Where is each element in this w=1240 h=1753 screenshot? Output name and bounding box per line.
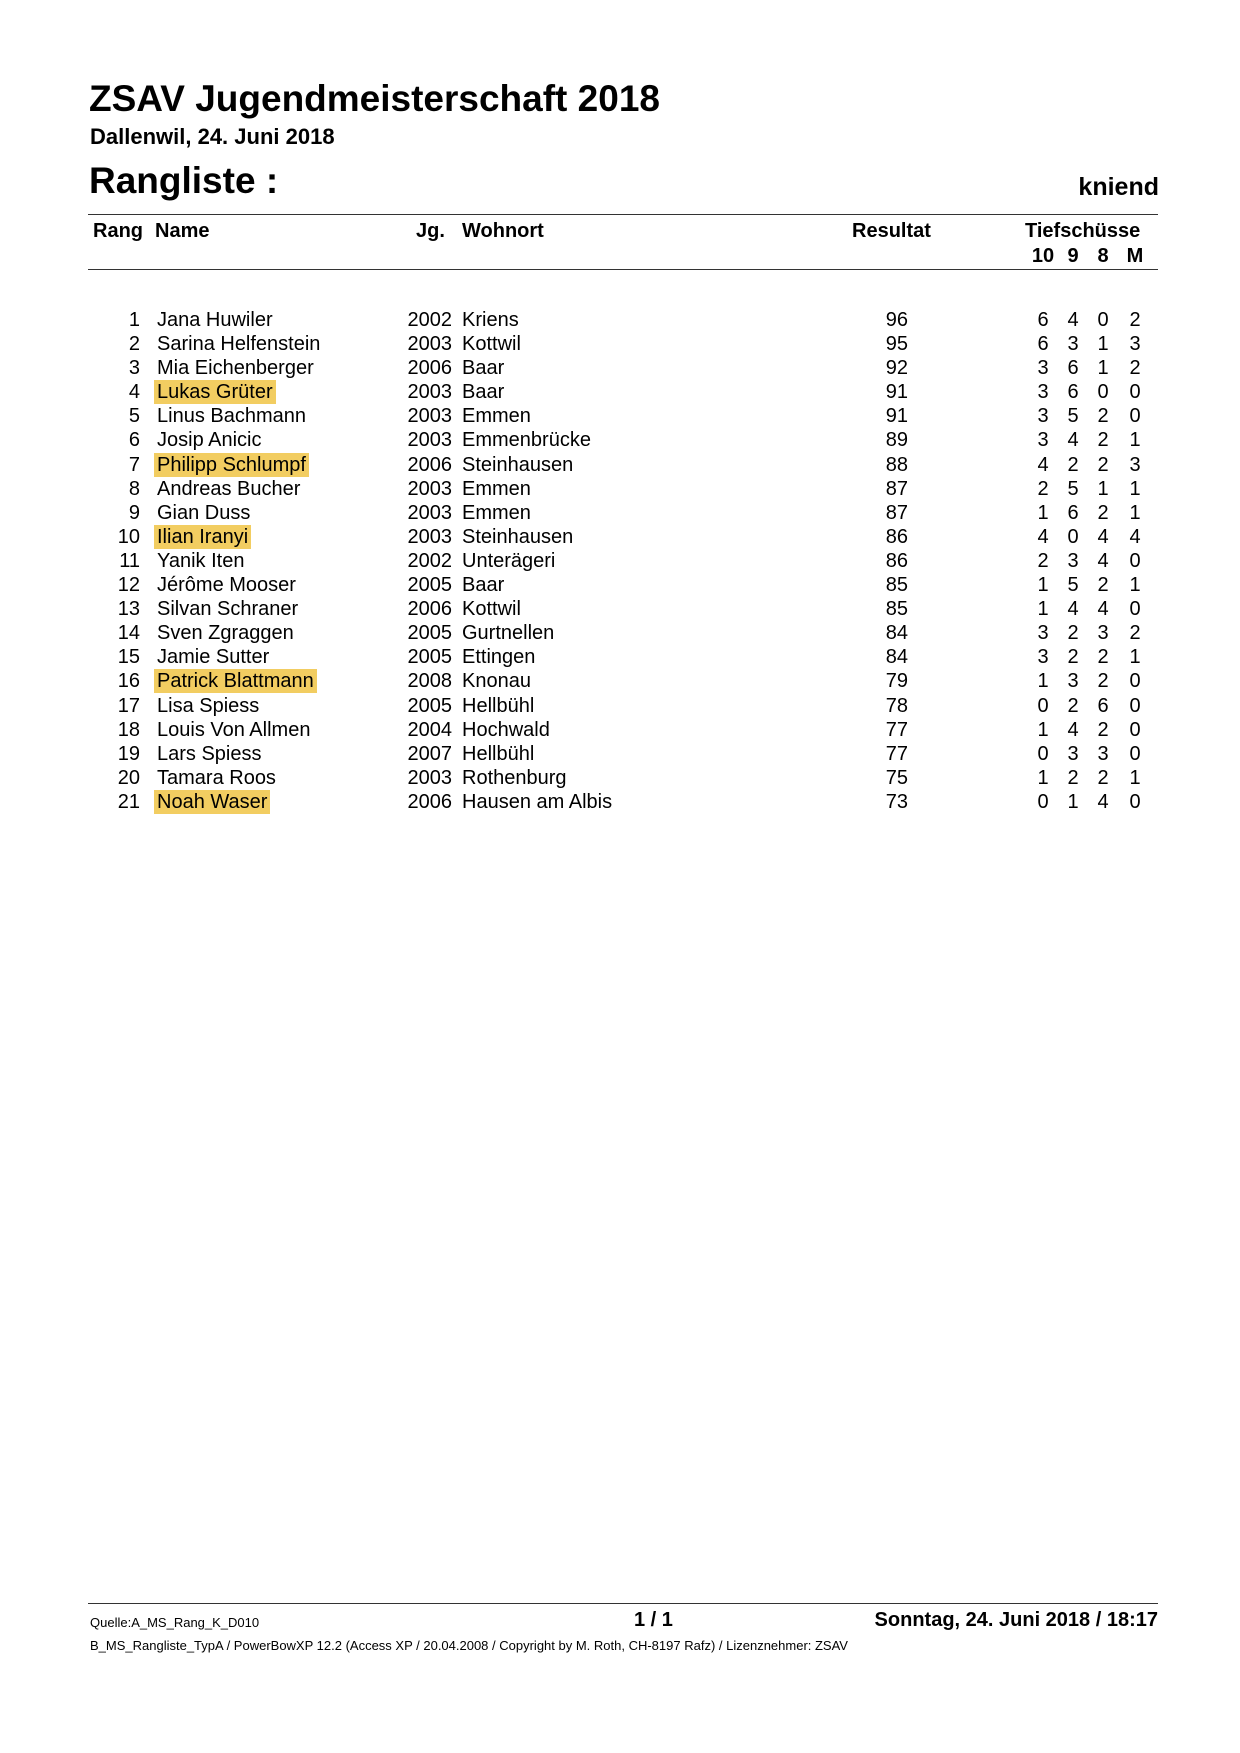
cell-jg: 2003	[407, 333, 452, 356]
table-row	[0, 718, 1240, 742]
cell-tief-9: 3	[1067, 670, 1079, 693]
cell-tief-9: 2	[1067, 622, 1079, 645]
table-row	[0, 669, 1240, 693]
cell-resultat: 89	[885, 429, 908, 452]
column-header-jg: Jg.	[416, 220, 445, 242]
table-row	[0, 525, 1240, 549]
cell-resultat: 84	[885, 622, 908, 645]
cell-rang: 9	[128, 501, 140, 524]
cell-jg: 2006	[407, 453, 452, 476]
cell-tief-m: 2	[1129, 622, 1141, 645]
cell-wohnort: Gurtnellen	[462, 622, 555, 645]
cell-tief-9: 2	[1067, 646, 1079, 669]
cell-resultat: 84	[885, 646, 908, 669]
cell-wohnort: Unterägeri	[462, 549, 556, 572]
cell-jg: 2005	[407, 622, 452, 645]
cell-tief-9: 0	[1067, 525, 1079, 548]
cell-resultat: 79	[885, 670, 908, 693]
table-row	[0, 453, 1240, 477]
cell-tief-9: 5	[1067, 477, 1079, 500]
cell-rang: 2	[128, 333, 140, 356]
cell-name: Jana Huwiler	[157, 309, 273, 331]
cell-wohnort: Emmen	[462, 405, 531, 428]
cell-tief-10: 0	[1037, 790, 1049, 813]
cell-tief-9: 4	[1067, 309, 1079, 331]
cell-tief-10: 6	[1037, 309, 1049, 331]
cell-tief-10: 1	[1037, 766, 1049, 789]
cell-wohnort: Emmen	[462, 501, 531, 524]
table-row	[0, 356, 1240, 380]
cell-resultat: 86	[885, 525, 908, 548]
cell-tief-m: 1	[1129, 574, 1141, 597]
cell-tief-10: 0	[1037, 694, 1049, 717]
cell-jg: 2005	[407, 574, 452, 597]
column-header-resultat: Resultat	[852, 220, 931, 242]
cell-name: Josip Anicic	[157, 429, 262, 452]
cell-name: Ilian Iranyi	[154, 525, 251, 549]
footer-copyright: B_MS_Rangliste_TypA / PowerBowXP 12.2 (Access XP / 20.04.2008 / Copyright by M. Roth, CH-8197 Rafz) / Lizenznehmer: ZSAV	[90, 1638, 848, 1653]
column-header-rang: Rang	[93, 220, 143, 242]
cell-tief-9: 2	[1067, 766, 1079, 789]
column-header-9: 9	[1067, 245, 1079, 267]
cell-rang: 21	[117, 790, 140, 813]
cell-jg: 2005	[407, 694, 452, 717]
cell-tief-8: 1	[1097, 477, 1109, 500]
cell-jg: 2002	[407, 549, 452, 572]
cell-resultat: 78	[885, 694, 908, 717]
cell-tief-9: 3	[1067, 742, 1079, 765]
cell-tief-8: 2	[1097, 646, 1109, 669]
cell-resultat: 86	[885, 549, 908, 572]
table-row	[0, 694, 1240, 718]
ranking-table-body	[0, 308, 1240, 814]
cell-tief-10: 1	[1037, 718, 1049, 741]
cell-jg: 2007	[407, 742, 452, 765]
cell-rang: 15	[117, 646, 140, 669]
cell-tief-m: 0	[1129, 381, 1141, 404]
cell-wohnort: Emmen	[462, 477, 531, 500]
cell-tief-8: 1	[1097, 333, 1109, 356]
cell-rang: 12	[117, 574, 140, 597]
cell-tief-10: 1	[1037, 598, 1049, 621]
cell-wohnort: Kottwil	[462, 598, 521, 621]
cell-rang: 13	[117, 598, 140, 621]
cell-rang: 14	[117, 622, 140, 645]
cell-jg: 2003	[407, 766, 452, 789]
table-row	[0, 645, 1240, 669]
cell-name: Mia Eichenberger	[157, 357, 314, 380]
cell-tief-8: 2	[1097, 453, 1109, 476]
table-row	[0, 428, 1240, 452]
cell-resultat: 91	[885, 405, 908, 428]
cell-jg: 2003	[407, 381, 452, 404]
cell-name: Jamie Sutter	[157, 646, 270, 669]
cell-tief-10: 3	[1037, 429, 1049, 452]
document-title: ZSAV Jugendmeisterschaft 2018	[89, 78, 660, 119]
cell-tief-10: 3	[1037, 405, 1049, 428]
cell-rang: 7	[128, 453, 140, 476]
cell-tief-8: 0	[1097, 309, 1109, 331]
cell-tief-8: 0	[1097, 381, 1109, 404]
cell-name: Yanik Iten	[157, 549, 245, 572]
cell-tief-m: 1	[1129, 501, 1141, 524]
cell-tief-10: 3	[1037, 646, 1049, 669]
header-top-divider	[88, 214, 1158, 215]
cell-tief-10: 3	[1037, 357, 1049, 380]
cell-tief-9: 6	[1067, 381, 1079, 404]
table-row	[0, 308, 1240, 332]
cell-wohnort: Emmenbrücke	[462, 429, 591, 452]
cell-tief-m: 0	[1129, 718, 1141, 741]
cell-resultat: 92	[885, 357, 908, 380]
cell-rang: 11	[119, 549, 140, 572]
table-row	[0, 404, 1240, 428]
cell-tief-m: 1	[1129, 766, 1141, 789]
cell-wohnort: Knonau	[462, 670, 531, 693]
footer-page-number: 1 / 1	[634, 1609, 673, 1631]
cell-tief-m: 0	[1129, 790, 1141, 813]
cell-jg: 2003	[407, 525, 452, 548]
cell-jg: 2004	[407, 718, 452, 741]
table-row	[0, 597, 1240, 621]
cell-rang: 1	[128, 309, 140, 331]
cell-tief-9: 4	[1067, 598, 1079, 621]
cell-jg: 2006	[407, 598, 452, 621]
cell-name: Silvan Schraner	[157, 598, 299, 621]
cell-wohnort: Rothenburg	[462, 766, 567, 789]
cell-jg: 2002	[407, 309, 452, 331]
cell-name: Lukas Grüter	[154, 380, 276, 404]
cell-jg: 2006	[407, 790, 452, 813]
table-row	[0, 573, 1240, 597]
cell-tief-8: 2	[1097, 429, 1109, 452]
footer-divider	[88, 1603, 1158, 1604]
cell-tief-10: 4	[1037, 453, 1049, 476]
cell-tief-8: 4	[1097, 790, 1109, 813]
cell-tief-9: 3	[1067, 333, 1079, 356]
cell-tief-10: 2	[1037, 477, 1049, 500]
cell-wohnort: Hochwald	[462, 718, 550, 741]
cell-wohnort: Ettingen	[462, 646, 536, 669]
cell-rang: 6	[128, 429, 140, 452]
cell-tief-10: 1	[1037, 670, 1049, 693]
cell-resultat: 96	[885, 309, 908, 331]
cell-resultat: 85	[885, 574, 908, 597]
cell-name: Louis Von Allmen	[157, 718, 311, 741]
cell-tief-8: 3	[1097, 622, 1109, 645]
cell-tief-m: 0	[1129, 598, 1141, 621]
cell-tief-m: 1	[1129, 429, 1141, 452]
cell-tief-8: 2	[1097, 574, 1109, 597]
cell-tief-8: 6	[1097, 694, 1109, 717]
document-subtitle: Dallenwil, 24. Juni 2018	[90, 124, 335, 149]
cell-tief-9: 2	[1067, 694, 1079, 717]
cell-tief-m: 1	[1129, 477, 1141, 500]
column-header-8: 8	[1097, 245, 1109, 267]
cell-rang: 17	[117, 694, 140, 717]
cell-wohnort: Baar	[462, 381, 505, 404]
cell-rang: 16	[117, 670, 140, 693]
cell-tief-8: 2	[1097, 670, 1109, 693]
cell-tief-9: 1	[1067, 790, 1079, 813]
cell-rang: 4	[128, 381, 140, 404]
cell-tief-9: 4	[1067, 718, 1079, 741]
cell-resultat: 87	[885, 501, 908, 524]
cell-jg: 2006	[407, 357, 452, 380]
cell-resultat: 91	[885, 381, 908, 404]
column-header-name: Name	[155, 220, 210, 242]
cell-name: Linus Bachmann	[157, 405, 306, 428]
cell-name: Jérôme Mooser	[157, 574, 296, 597]
cell-name: Lisa Spiess	[157, 694, 260, 717]
column-header-tiefschuesse: Tiefschüsse	[1025, 220, 1141, 242]
cell-tief-9: 4	[1067, 429, 1079, 452]
cell-name: Noah Waser	[154, 790, 270, 814]
cell-jg: 2008	[407, 670, 452, 693]
table-row	[0, 380, 1240, 404]
cell-tief-8: 2	[1097, 501, 1109, 524]
cell-tief-8: 4	[1097, 525, 1109, 548]
cell-tief-m: 0	[1129, 742, 1141, 765]
cell-rang: 8	[128, 477, 140, 500]
cell-resultat: 77	[885, 742, 908, 765]
cell-tief-8: 2	[1097, 766, 1109, 789]
cell-tief-10: 1	[1037, 501, 1049, 524]
cell-tief-m: 4	[1129, 525, 1141, 548]
cell-wohnort: Baar	[462, 574, 505, 597]
cell-wohnort: Baar	[462, 357, 505, 380]
cell-wohnort: Hausen am Albis	[462, 790, 613, 813]
cell-rang: 18	[117, 718, 140, 741]
cell-tief-8: 2	[1097, 405, 1109, 428]
cell-resultat: 95	[885, 333, 908, 356]
cell-tief-8: 3	[1097, 742, 1109, 765]
cell-wohnort: Kottwil	[462, 333, 521, 356]
cell-resultat: 73	[885, 790, 908, 813]
cell-name: Patrick Blattmann	[154, 669, 317, 693]
column-header-wohnort: Wohnort	[462, 220, 544, 242]
cell-tief-m: 3	[1129, 333, 1141, 356]
cell-tief-m: 0	[1129, 670, 1141, 693]
table-row	[0, 501, 1240, 525]
cell-jg: 2003	[407, 501, 452, 524]
cell-jg: 2003	[407, 429, 452, 452]
cell-tief-9: 5	[1067, 574, 1079, 597]
cell-rang: 3	[128, 357, 140, 380]
cell-tief-8: 2	[1097, 718, 1109, 741]
cell-name: Tamara Roos	[157, 766, 276, 789]
cell-tief-m: 1	[1129, 646, 1141, 669]
cell-resultat: 88	[885, 453, 908, 476]
cell-name: Philipp Schlumpf	[154, 453, 309, 477]
cell-tief-9: 2	[1067, 453, 1079, 476]
table-row	[0, 621, 1240, 645]
cell-tief-m: 0	[1129, 549, 1141, 572]
cell-jg: 2003	[407, 477, 452, 500]
cell-rang: 19	[117, 742, 140, 765]
cell-wohnort: Steinhausen	[462, 525, 574, 548]
cell-tief-m: 2	[1129, 357, 1141, 380]
discipline-label: kniend	[1078, 173, 1159, 201]
cell-tief-9: 6	[1067, 357, 1079, 380]
cell-wohnort: Kriens	[462, 309, 519, 331]
cell-tief-10: 3	[1037, 622, 1049, 645]
header-bottom-divider	[88, 269, 1158, 270]
cell-tief-m: 0	[1129, 405, 1141, 428]
column-header-10: 10	[1031, 245, 1055, 267]
cell-tief-10: 6	[1037, 333, 1049, 356]
cell-resultat: 75	[885, 766, 908, 789]
cell-tief-9: 3	[1067, 549, 1079, 572]
cell-rang: 5	[128, 405, 140, 428]
cell-tief-10: 0	[1037, 742, 1049, 765]
table-row	[0, 477, 1240, 501]
table-row	[0, 790, 1240, 814]
cell-tief-m: 3	[1129, 453, 1141, 476]
cell-name: Andreas Bucher	[157, 477, 301, 500]
cell-tief-9: 5	[1067, 405, 1079, 428]
cell-name: Sarina Helfenstein	[157, 333, 321, 356]
cell-jg: 2005	[407, 646, 452, 669]
cell-tief-m: 0	[1129, 694, 1141, 717]
footer-source: Quelle:A_MS_Rang_K_D010	[90, 1615, 260, 1630]
cell-tief-10: 2	[1037, 549, 1049, 572]
cell-tief-10: 4	[1037, 525, 1049, 548]
cell-wohnort: Hellbühl	[462, 694, 535, 717]
cell-rang: 10	[117, 525, 140, 548]
table-row	[0, 332, 1240, 356]
cell-rang: 20	[117, 766, 140, 789]
cell-jg: 2003	[407, 405, 452, 428]
table-row	[0, 742, 1240, 766]
cell-tief-10: 3	[1037, 381, 1049, 404]
table-row	[0, 549, 1240, 573]
cell-tief-10: 1	[1037, 574, 1049, 597]
ranking-heading: Rangliste :	[89, 160, 279, 201]
cell-name: Sven Zgraggen	[157, 622, 294, 645]
cell-wohnort: Steinhausen	[462, 453, 574, 476]
cell-wohnort: Hellbühl	[462, 742, 535, 765]
cell-name: Gian Duss	[157, 501, 251, 524]
cell-name: Lars Spiess	[157, 742, 262, 765]
cell-tief-8: 4	[1097, 549, 1109, 572]
footer-date: Sonntag, 24. Juni 2018 / 18:17	[874, 1609, 1158, 1631]
cell-resultat: 85	[885, 598, 908, 621]
cell-tief-8: 4	[1097, 598, 1109, 621]
table-row	[0, 766, 1240, 790]
cell-resultat: 87	[885, 477, 908, 500]
cell-tief-8: 1	[1097, 357, 1109, 380]
column-header-m: M	[1126, 245, 1144, 267]
cell-tief-9: 6	[1067, 501, 1079, 524]
cell-tief-m: 2	[1129, 309, 1141, 331]
cell-resultat: 77	[885, 718, 908, 741]
